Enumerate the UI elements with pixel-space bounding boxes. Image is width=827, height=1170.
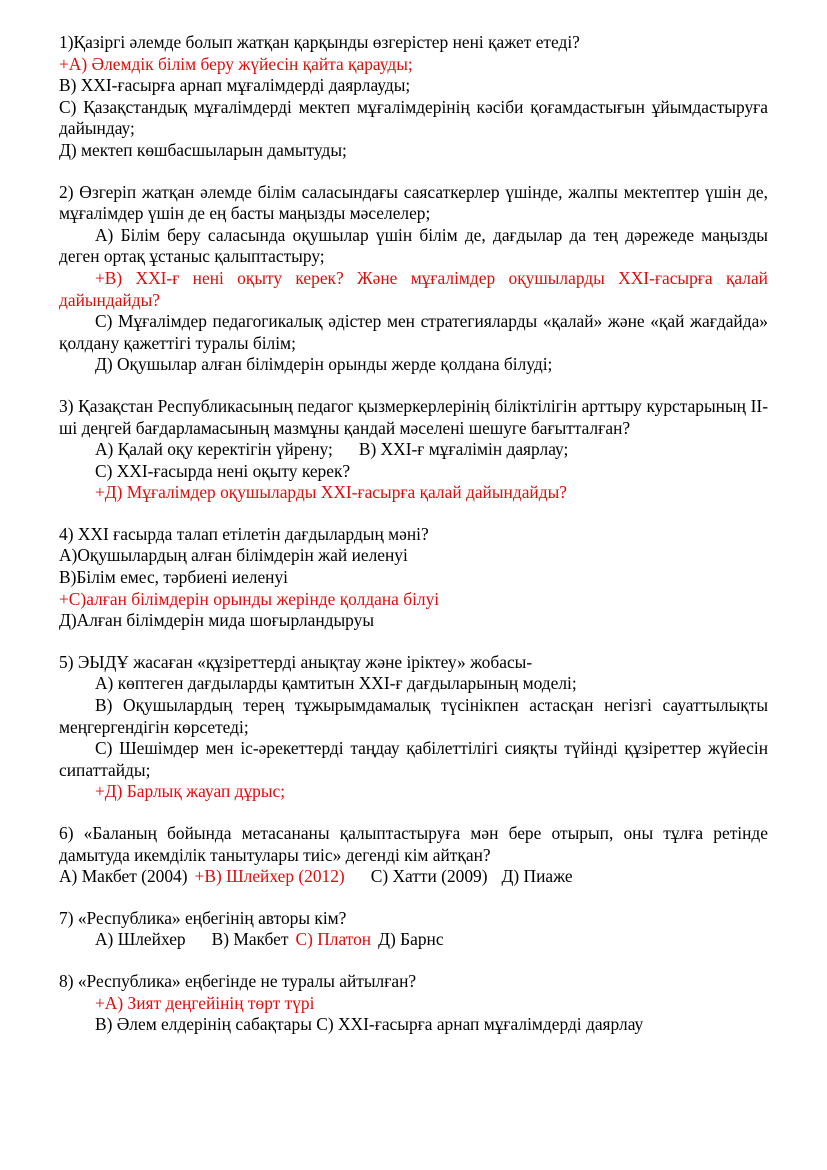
option-7-row	[59, 929, 768, 951]
option-1-d[interactable]: Д) мектеп көшбасшыларын дамытуды;	[59, 139, 347, 160]
option-2-b[interactable]: +В) XXI-ғ нені оқыту керек? Және мұғалімдер оқушыларды XXI-ғасырға қалай дайындайды?	[59, 267, 768, 310]
question-block-3	[59, 396, 768, 504]
question-stem-2: 2) Өзгеріп жатқан әлемде білім саласындағы саясаткерлер үшінде, жалпы мектептер үшін де, мұғалімдер үшін де ең басты маңызды мәселелер;	[59, 181, 768, 224]
question-block-6	[59, 823, 768, 888]
option-6-row	[59, 866, 768, 888]
option-5-d[interactable]: +Д) Барлық жауап дұрыс;	[95, 781, 286, 802]
option-6-c[interactable]: С) Хатти (2009)	[370, 866, 488, 887]
option-2-c[interactable]: С) Мұғалімдер педагогикалық әдістер мен стратегияларды «қалай» және «қай жағдайда» қолдану қажеттігі туралы білім;	[59, 311, 768, 353]
option-7-d[interactable]: Д) Барнс	[378, 929, 444, 950]
question-block-1	[59, 32, 768, 162]
question-stem-6: 6) «Баланың бойында метасананы қалыптастыруға мән бере отырып, оны тұлға ретінде дамытуда икемділік танытулары тиіс» дегенді кім айтқан?	[59, 823, 768, 865]
question-block-4	[59, 524, 768, 632]
option-1-a[interactable]: +А) Әлемдік білім беру жүйесін қайта қарауды;	[59, 53, 413, 74]
option-6-b[interactable]: +В) Шлейхер (2012)	[194, 866, 345, 887]
question-block-2	[59, 182, 768, 376]
option-8-a[interactable]: +А) Зият деңгейінің төрт түрі	[95, 992, 315, 1013]
option-7-b[interactable]: В) Макбет	[211, 929, 289, 950]
option-6-a[interactable]: А) Макбет (2004)	[59, 866, 188, 887]
option-3-d[interactable]: +Д) Мұғалімдер оқушыларды XXI-ғасырға қалай дайындайды?	[95, 482, 567, 503]
option-4-a[interactable]: А)Оқушылардың алған білімдерін жай иеленуі	[59, 545, 408, 566]
option-1-b[interactable]: В) XXI-ғасырға арнап мұғалімдерді даярлауды;	[59, 75, 411, 96]
test-body	[59, 32, 768, 1036]
question-stem-3: 3) Қазақстан Республикасының педагог қызмеркерлерінің біліктілігін арттыру курстарының II-ші деңгей бағдарламасының мазмұны қандай мәселені шешуге бағытталған?	[59, 395, 768, 438]
question-stem-4: 4) XXI ғасырда талап етілетін дағдылардың мәні?	[59, 523, 429, 544]
question-block-5	[59, 652, 768, 803]
option-3-b[interactable]: В) XXI-ғ мұғалімін даярлау;	[358, 439, 569, 460]
option-5-b[interactable]: В) Оқушылардың терең тұжырымдамалық түсінікпен астасқан негізгі сауаттылықты меңгергендігін көрсетеді;	[59, 695, 768, 737]
question-stem-8: 8) «Республика» еңбегінде не туралы айтылған?	[59, 970, 417, 991]
option-8-b[interactable]: В) Әлем елдерінің сабақтары C) XXI-ғасырға арнап мұғалімдерді даярлау	[95, 1014, 644, 1035]
option-7-a[interactable]: А) Шлейхер	[95, 929, 186, 950]
option-4-b[interactable]: В)Білім емес, тәрбиені иеленуі	[59, 567, 288, 588]
question-block-8	[59, 971, 768, 1036]
option-5-a[interactable]: А) көптеген дағдыларды қамтитын XXI-ғ дағдыларының моделі;	[95, 673, 577, 694]
option-2-d[interactable]: Д) Оқушылар алған білімдерін орынды жерде қолдана білуді;	[95, 354, 553, 375]
option-2-a[interactable]: А) Білім беру саласында оқушылар үшін білім де, дағдылар да тең дәрежеде маңызды деген ортақ ұстаныс қалыптастыру;	[59, 224, 768, 267]
question-stem-7: 7) «Республика» еңбегінің авторы кім?	[59, 907, 347, 928]
option-3-c[interactable]: С) XXI-ғасырда нені оқыту керек?	[95, 460, 351, 481]
question-stem-1: 1)Қазіргі әлемде болып жатқан қарқынды өзгерістер нені қажет етеді?	[59, 32, 580, 52]
option-3-row-ab	[59, 439, 768, 461]
option-5-c[interactable]: С) Шешімдер мен іс-әрекеттерді таңдау қабілеттілігі сияқты түйінді құзіреттер жүйесін сипаттайды;	[59, 738, 768, 780]
question-block-7	[59, 908, 768, 951]
option-3-a[interactable]: А) Қалай оқу керектігін үйрену;	[95, 439, 333, 460]
option-6-d[interactable]: Д) Пиаже	[501, 866, 573, 887]
option-1-c[interactable]: С) Қазақстандық мұғалімдерді мектеп мұғалімдерінің кәсіби қоғамдастығын ұйымдастыруға дайындау;	[59, 96, 768, 139]
option-7-c[interactable]: С) Платон	[295, 929, 372, 950]
option-4-c[interactable]: +С)алған білімдерін орынды жерінде қолдана білуі	[59, 588, 440, 609]
option-4-d[interactable]: Д)Алған білімдерін мида шоғырландыруы	[59, 610, 375, 631]
question-stem-5: 5) ЭЫДҰ жасаған «құзіреттерді анықтау және іріктеу» жобасы-	[59, 651, 533, 672]
